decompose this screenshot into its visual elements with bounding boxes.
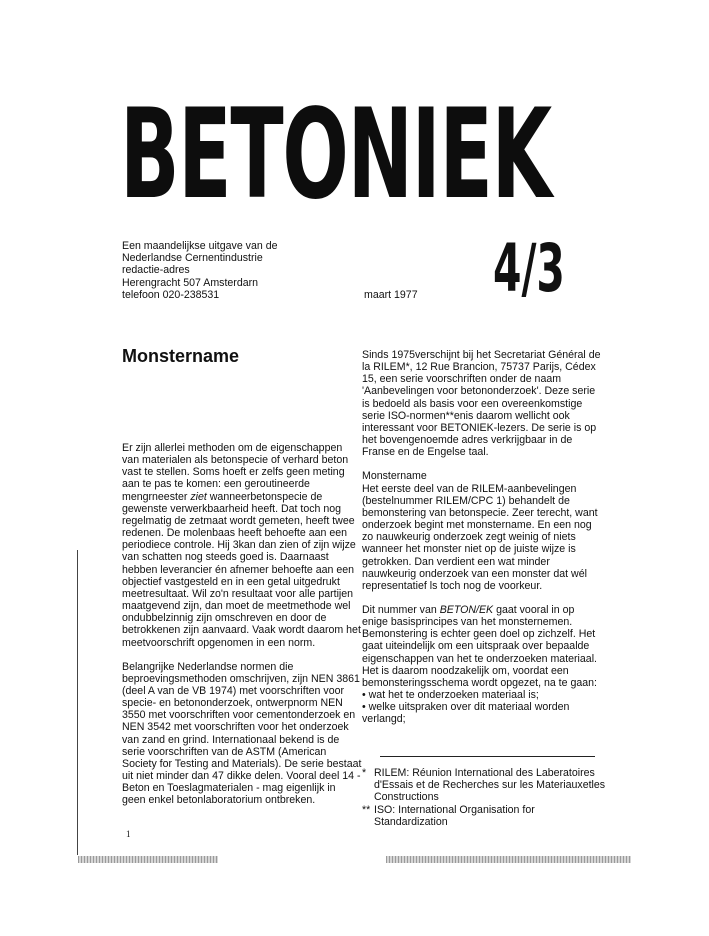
italic-name: BETON/EK xyxy=(439,603,494,616)
masthead-title: BETONIEK xyxy=(120,94,551,216)
issue-date: maart 1977 xyxy=(364,289,418,301)
publisher-line: Een maandelijkse uitgave van de xyxy=(122,240,278,252)
paragraph: Het eerste deel van de RILEM-aanbevelingen (bestelnummer RILEM/CPC 1) behandelt de bemonstering van betonspecie. Zeer terecht, want onderzoek begint met monstername. En een nog zo nauwkeurig onderzoek zegt weinig of niets wanneer het monster niet op de juiste wijze is getrokken. Dan verdient een wat minder nauwkeurig onderzoek van een monster dat wél representatief ls toch nog de voorkeur. xyxy=(362,482,598,592)
footnote xyxy=(362,767,607,804)
issue-number xyxy=(493,238,603,298)
right-column xyxy=(362,349,602,726)
footnote-text: ISO: International Organisation for Standardization xyxy=(374,803,535,828)
issue-number-text: 4/3 xyxy=(493,238,565,298)
bullet-item: • welke uitspraken over dit materiaal worden verlangd; xyxy=(362,701,570,726)
article-title: Monstername xyxy=(122,346,240,366)
page-number: 1 xyxy=(126,829,131,839)
subheading: Monstername xyxy=(362,470,427,483)
bullet-item: • wat het te onderzoeken materiaal is; xyxy=(362,689,539,702)
paragraph: Sinds 1975verschijnt bij het Secretariat Général de la RILEM*, 12 Rue Brancion, 75737 Parijs, Cédex 15, een serie voorschriften onder de naam 'Aanbevelingen voor betononderzoek'. Deze serie is bedoeld als basis voor een overeenkomstige serie ISO-normen**enis daarom wellicht ook interessant voor BETONIEK-lezers. De serie is op het bovengenoemde adres verkrijgbaar in de Franse en de Engelse taal. xyxy=(362,349,601,459)
publisher-line: Herengracht 507 Amsterdarn xyxy=(122,276,259,289)
footnote-mark: ** xyxy=(362,803,371,816)
footnote-mark: * xyxy=(362,767,367,779)
footnote-divider xyxy=(380,756,595,757)
footnote xyxy=(362,804,607,828)
paragraph: Dit nummer van BETON/EK gaat vooral in op enige basisprincipes van het monsternemen. Bemonstering is echter geen doel op zichzelf. Het gaat uiteindelijk om een uitspraak over bepaalde eigenschappen van het te onderzoeken materiaal. Het is daarom noodzakelijk om, voordat een bemonsteringsschema wordt opgezet, na te gaan: • wat het te onderzoeken materiaal is; • welke uitspraken over dit materiaal worden verlangd; xyxy=(362,604,602,726)
paragraph: Er zijn allerlei methoden om de eigenschappen van materialen als betonspecie of verhard beton vast te stellen. Soms hoeft er zelfs geen meting aan te pas te komen: een geroutineerde mengrneester ziet wanneerbetonspecie de gewenste verwerkbaarheid heeft. Dat toch nog regelmatig de zetmaat wordt gemeten, heeft twee redenen. De molenbaas heeft behoefte aan een periodiece controle. Hij 3kan dan zien of zijn wijze van schatten nog steeds goed is. Daarnaast hebben leverancier én afnemer behoefte aan een objectief vastgesteld en in een getal uitgedrukt meetresultaat. Wil zo'n resultaat voor alle partijen maatgevend zijn, dan moet de meetmethode wel ondubbelzinnig zijn omschreven en door de betrokkenen zijn aanvaard. Vaak wordt daarom het meetvoorschrift opgenomen in een norm. xyxy=(122,442,361,649)
publisher-line: telefoon 020-238531 xyxy=(122,288,220,301)
paragraph: Belangrijke Nederlandse normen die beproevingsmethoden omschrijven, zijn NEN 3861 (deel A van de VB 1974) met voorschriften voor specie- en betononderzoek, ontwerpnorm NEN 3550 met voorschriften voor cementonderzoek en NEN 3542 met voorschriften voor het onderzoek van zand en grind. Internationaal bekend is de serie voorschriften van de ASTM (American Society for Testing and Materials). De serie bestaat uit niet minder dan 47 dikke delen. Vooral deel 14 - Beton en Toeslagmaterialen - mag eigenlijk in geen enkel betonlaboratorium ontbreken. xyxy=(122,660,362,807)
scan-artifact xyxy=(78,856,218,863)
margin-line xyxy=(77,550,78,855)
footnote-text: RILEM: Réunion International des Laberatoires d'Essais et de Recherches sur les Materiauxetles Constructions xyxy=(374,767,606,804)
publisher-info xyxy=(122,240,382,301)
masthead xyxy=(120,94,598,216)
italic-word: ziet xyxy=(190,490,207,503)
publisher-line: redactie-adres xyxy=(122,264,190,277)
scan-artifact xyxy=(386,856,631,863)
left-column xyxy=(122,442,362,807)
publisher-line: Nederlandse Cernentindustrie xyxy=(122,252,263,265)
footnotes xyxy=(362,767,607,828)
